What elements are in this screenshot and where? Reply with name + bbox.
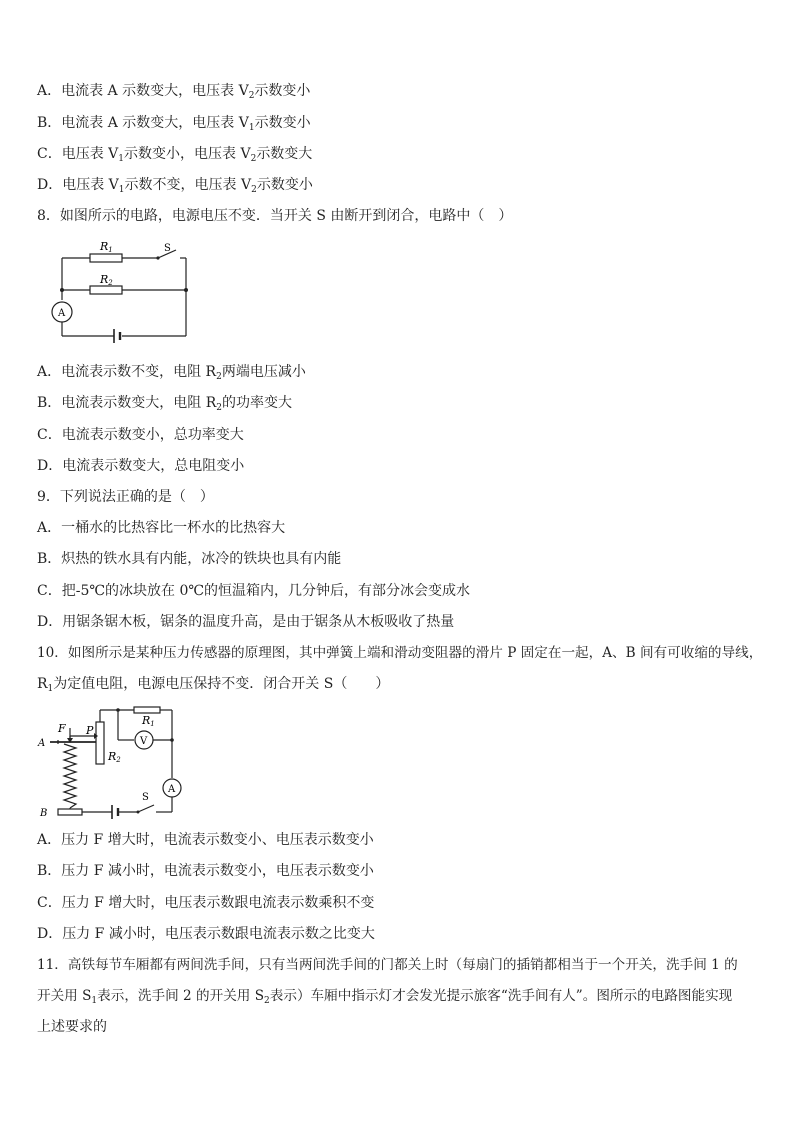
q10-label-r1: R1 [142,714,155,728]
q8-option-d: D．电流表示数变大，总电阻变小 [37,458,245,474]
q10-rheostat-r2 [96,722,104,764]
q8-stem: 8．如图所示的电路，电源电压不变．当开关 S 由断开到闭合，电路中（ ） [37,208,513,224]
q10-option-a: A．压力 F 增大时，电流表示数变小、电压表示数变小 [37,832,374,848]
q10-spring [64,744,76,808]
q7-option-c: C．电压表 $V_1$示数变小，电压表 $V_2$示数变大 [37,146,313,164]
q10-stem-line2: $R_1$为定值电阻，电源电压保持不变．闭合开关 S（ ） [37,676,390,694]
q7-option-d: D．电压表 $V_1$示数不变，电压表 $V_2$示数变小 [37,177,313,195]
q11-line2: 开关用 $S_1$表示，洗手间 2 的开关用 $S_2$表示）车厢中指示灯才会发光提示旅客“洗手间有人”。图所示的电路图能实现 [37,988,733,1006]
q9-stem: 9．下列说法正确的是（ ） [37,489,214,505]
q10-label-r2: R2 [108,750,121,764]
q9-option-c: C．把-5℃的冰块放在 0℃的恒温箱内，几分钟后，有部分冰会变成水 [37,583,471,599]
q8-label-s: S [164,243,171,254]
q8-resistor-r2 [90,286,122,294]
q8-label-a: A [58,308,66,319]
q7-option-a: A．电流表 A 示数变大，电压表 $V_2$示数变小 [37,83,311,101]
q10-label-s: S [142,792,149,803]
q10-label-a: A [38,738,46,749]
q10-label-ammeter: A [168,784,176,795]
q11-line1: 11．高铁每节车厢都有两间洗手间，只有当两间洗手间的门都关上时（每扇门的插销都相当于一个开关，洗手间 1 的 [37,957,738,973]
q10-label-v: V [140,736,148,747]
q10-stem-line1: 10．如图所示是某种压力传感器的原理图，其中弹簧上端和滑动变阻器的滑片 P 固定在一起，A、B 间有可收缩的导线， [37,645,763,661]
q8-option-c: C．电流表示数变小，总功率变大 [37,427,244,443]
q10-resistor-r1 [134,707,160,713]
q8-option-a: A．电流表示数不变，电阻 $R_2$两端电压减小 [37,364,306,382]
q10-option-d: D．压力 F 减小时，电压表示数跟电流表示数之比变大 [37,926,375,942]
q10-switch-s [138,805,154,812]
q8-resistor-r1 [90,254,122,262]
q9-option-a: A．一桶水的比热容比一杯水的比热容大 [37,520,286,536]
q10-option-b: B．压力 F 减小时，电流表示数变小，电压表示数变小 [37,863,374,879]
q9-option-d: D．用锯条锯木板，锯条的温度升高，是由于锯条从木板吸收了热量 [37,614,455,630]
q8-option-b: B．电流表示数变大，电阻 $R_2$的功率变大 [37,395,293,413]
q11-line3: 上述要求的 [37,1019,107,1035]
q10-option-c: C．压力 F 增大时，电压表示数跟电流表示数乘积不变 [37,895,375,911]
q10-label-p: P [86,724,94,737]
q8-label-r1: R1 [100,240,113,254]
q10-label-b: B [40,808,48,819]
q8-label-r2: R2 [100,273,113,287]
q10-sensor-diagram [36,704,196,824]
q8-circuit-diagram [40,238,200,350]
q9-option-b: B．炽热的铁水具有内能，冰冷的铁块也具有内能 [37,551,342,567]
q7-option-b: B．电流表 A 示数变大，电压表 $V_1$示数变小 [37,115,311,133]
q10-label-f: F [58,722,66,735]
